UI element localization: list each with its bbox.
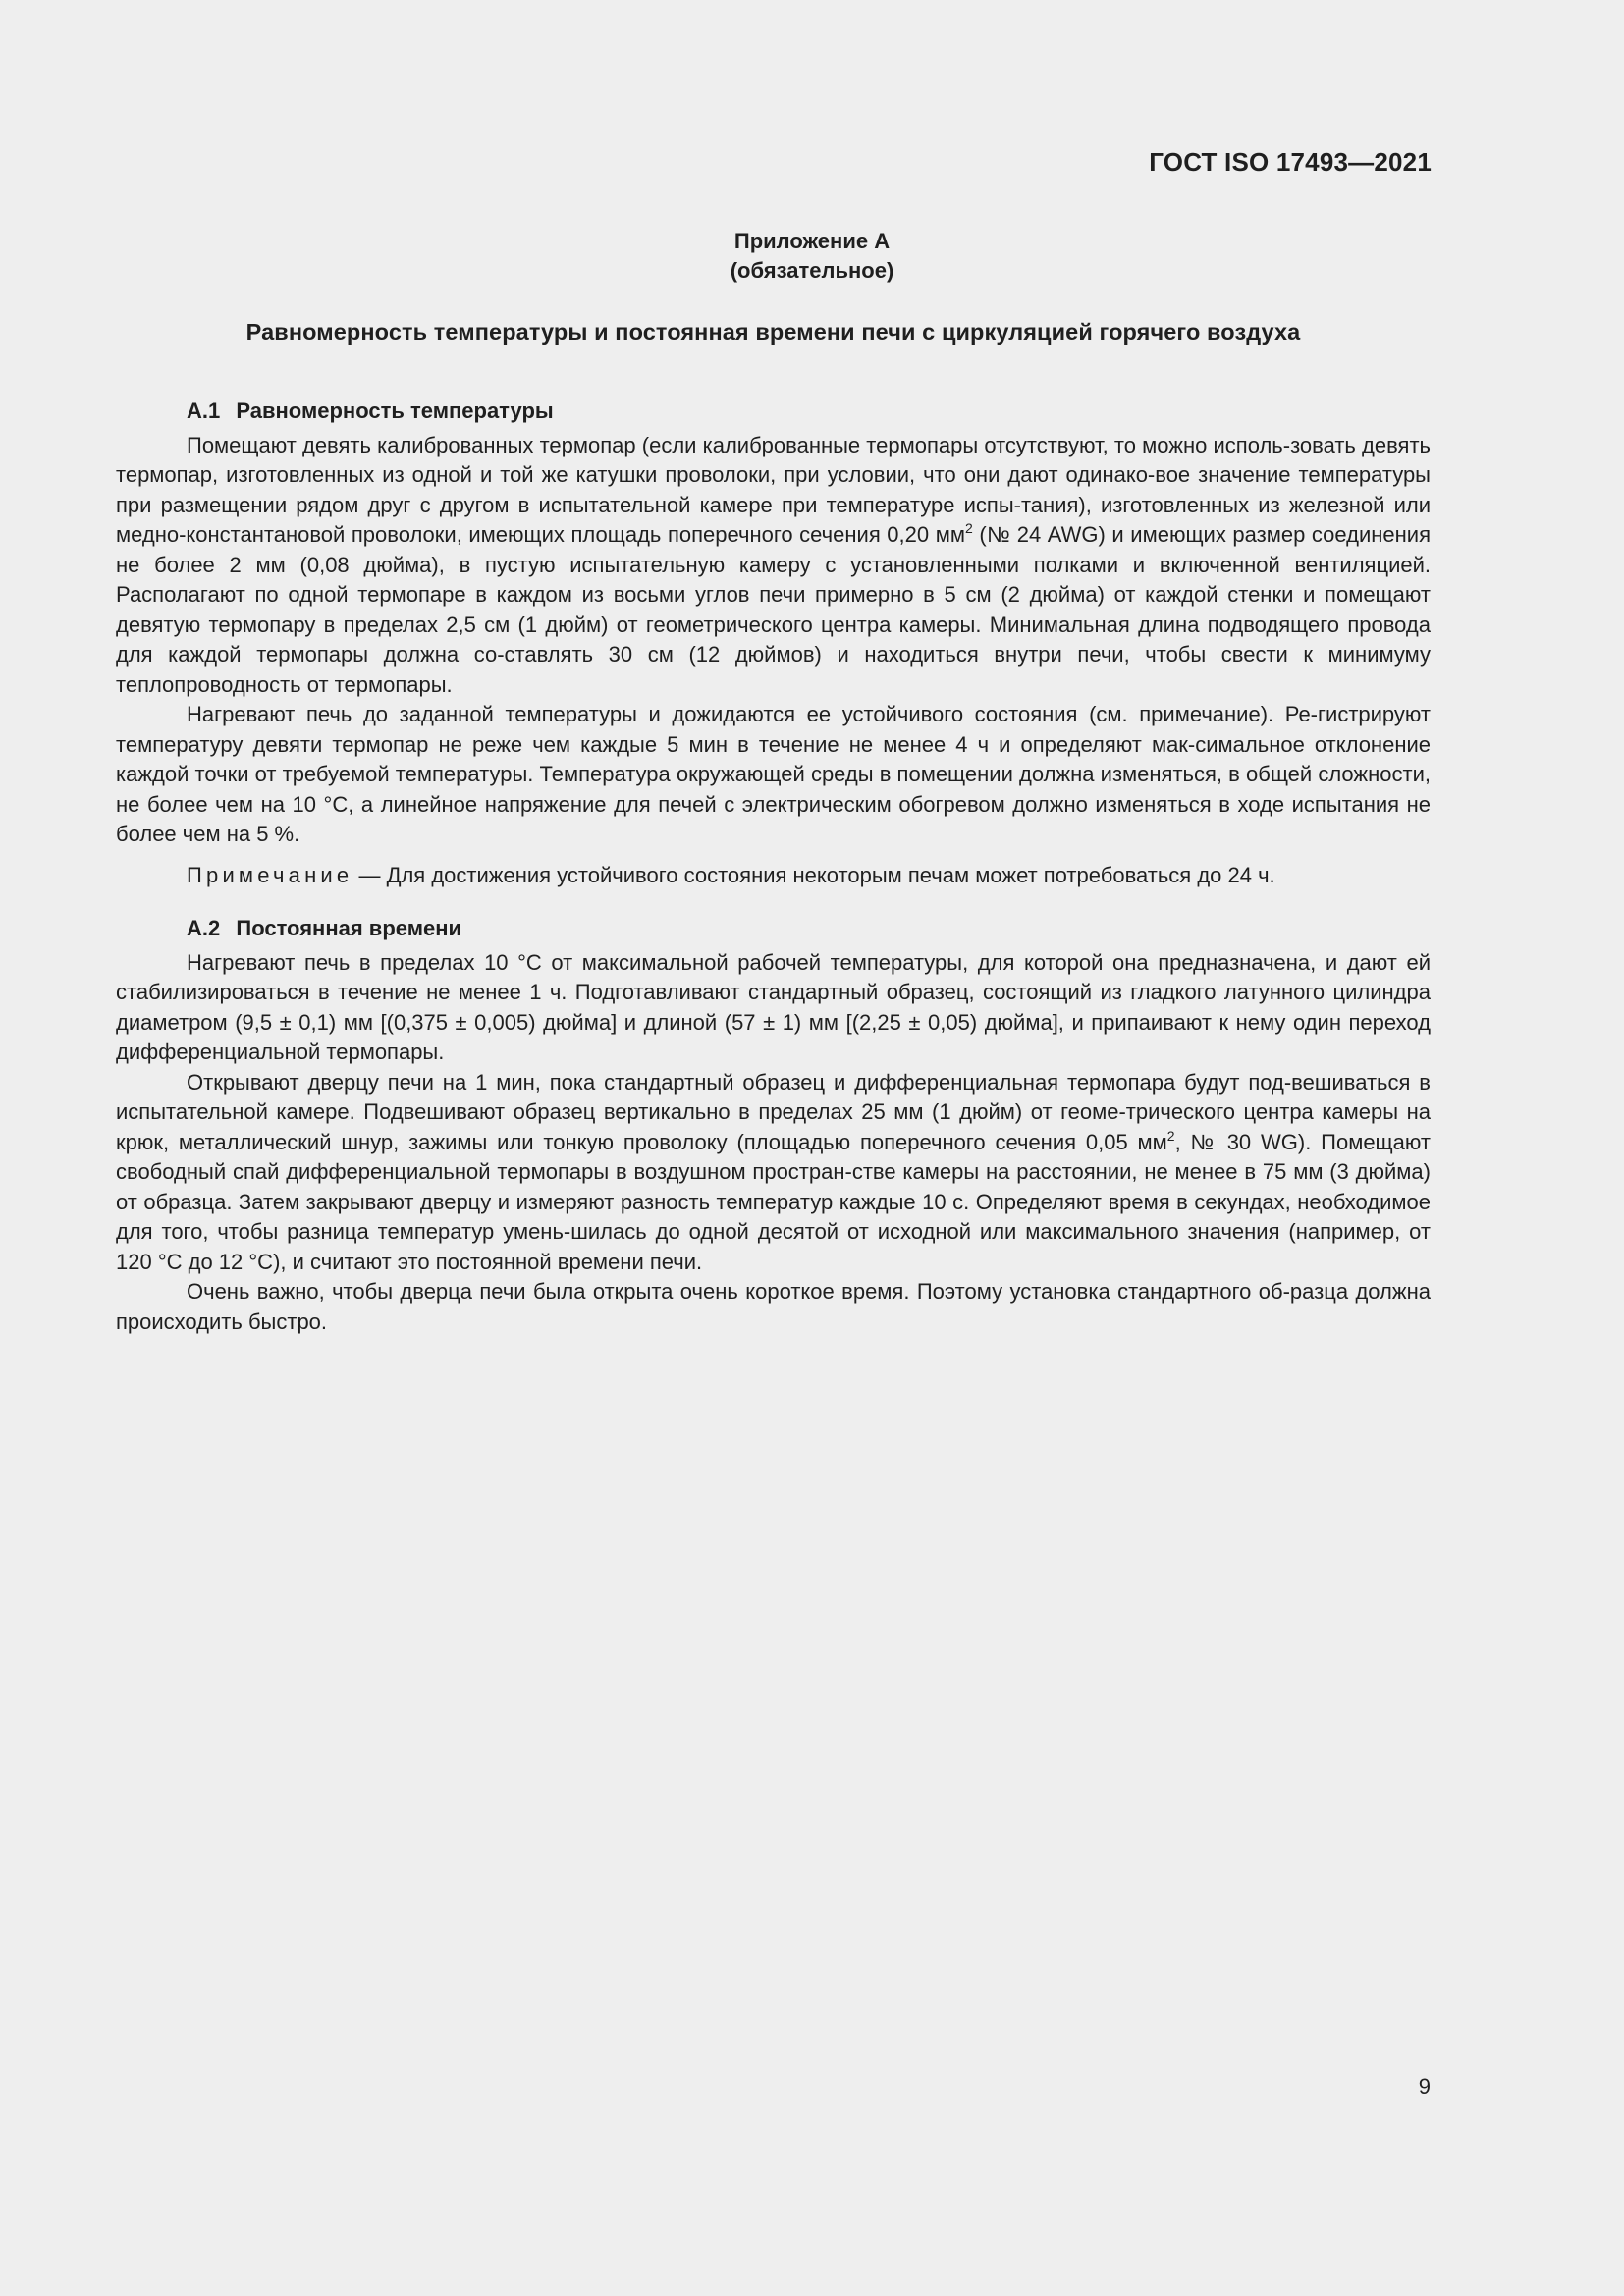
- paragraph-text: Помещают девять калиброванных термопар (если калиброванные термопары отсутствуют, то можно исполь-зовать девять термопар, изготовленных из одной и той же катушки проволоки, при условии, что они дают одинако-вое значение температуры при размещении рядом друг с другом в испытательной камере при температуре испы-тания), изготовленных из железной или медно-константановой проволоки, имеющих площадь поперечного сечения 0,20 мм: [116, 432, 1431, 547]
- page-number: 9: [1418, 2074, 1431, 2099]
- paragraph: Нагревают печь до заданной температуры и дожидаются ее устойчивого состояния (см. примечание). Ре-гистрируют температуру девяти термопар не реже чем каждые 5 мин в течение не менее 4 ч и определяют мак-симальное отклонение каждой точки от требуемой температуры. Температура окружающей среды в помещении должна изменяться, в общей сложности, не более чем на 10 °С, а линейное напряжение для печей с электрическим обогревом должно изменяться в ходе испытания не более чем на 5 %.: [116, 702, 1431, 846]
- paragraph-text: (№ 24 AWG) и имеющих размер соединения не более 2 мм (0,08 дюйма), в пустую испытательную камеру с установленными полками и включенной вентиляцией. Располагают по одной термопаре в каждом из восьми углов печи примерно в 5 см (2 дюйма) от каждой стенки и помещают девятую термопару в пределах 2,5 см (1 дюйм) от геометрического центра камеры. Минимальная длина подводящего провода для каждой термопары должна со-ставлять 30 см (12 дюймов) и находиться внутри печи, чтобы свести к минимуму теплопроводность от термопары.: [116, 522, 1431, 697]
- section-number: А.2: [187, 916, 221, 940]
- section-heading-a2: [116, 914, 1431, 944]
- note-label: Примечание: [187, 862, 353, 887]
- paragraph: [116, 431, 1431, 701]
- appendix-status: (обязательное): [730, 258, 894, 283]
- paragraph: [116, 1068, 1431, 1278]
- paragraph: Очень важно, чтобы дверца печи была открыта очень короткое время. Поэтому установка стандартного об-разца должна происходить быстро.: [116, 1279, 1431, 1334]
- section-number: А.1: [187, 399, 221, 423]
- paragraph: Нагревают печь в пределах 10 °С от максимальной рабочей температуры, для которой она предназначена, и дают ей стабилизироваться в течение не менее 1 ч. Подготавливают стандартный образец, состоящий из гладкого латунного цилиндра диаметром (9,5 ± 0,1) мм [(0,375 ± 0,005) дюйма] и длиной (57 ± 1) мм [(2,25 ± 0,05) дюйма], и припаивают к нему один переход дифференциальной термопары.: [116, 949, 1431, 1064]
- section-heading-a1: [116, 397, 1431, 427]
- section-title: Постоянная времени: [236, 916, 462, 940]
- appendix-label: Приложение А: [733, 229, 891, 253]
- paragraph-text: Открывают дверцу печи на 1 мин, пока стандартный образец и дифференциальная термопара будут под-вешиваться в испытательной камере. Подвешивают образец вертикально в пределах 25 мм (1 дюйм) от геоме-трического центра камеры на крюк, металлический шнур, зажимы или тонкую проволоку (площадью поперечного сечения 0,05 мм: [116, 1069, 1431, 1154]
- section-title: Равномерность температуры: [236, 399, 554, 423]
- document-code: ГОСТ ISO 17493—2021: [1149, 147, 1432, 177]
- appendix-header: [0, 227, 1624, 286]
- paragraph-text: , № 30 WG). Помещают свободный спай дифференциальной термопары в воздушном простран-стве камеры на расстоянии, не менее в 75 мм (3 дюйма) от образца. Затем закрывают дверцу и измеряют разность температур каждые 10 с. Определяют время в секундах, необходимое для того, чтобы разница температур умень-шилась до одной десятой от исходной или максимального значения (например, от 120 °С до 12 °С), и считают это постоянной времени печи.: [116, 1129, 1431, 1274]
- note: [116, 861, 1431, 891]
- superscript: 2: [964, 520, 973, 536]
- document-body: [116, 397, 1431, 1337]
- superscript: 2: [1166, 1127, 1175, 1144]
- appendix-title: Равномерность температуры и постоянная времени печи с циркуляцией горячего воздуха: [245, 319, 1301, 345]
- note-text: — Для достижения устойчивого состояния некоторым печам может потребоваться до 24 ч.: [352, 862, 1275, 887]
